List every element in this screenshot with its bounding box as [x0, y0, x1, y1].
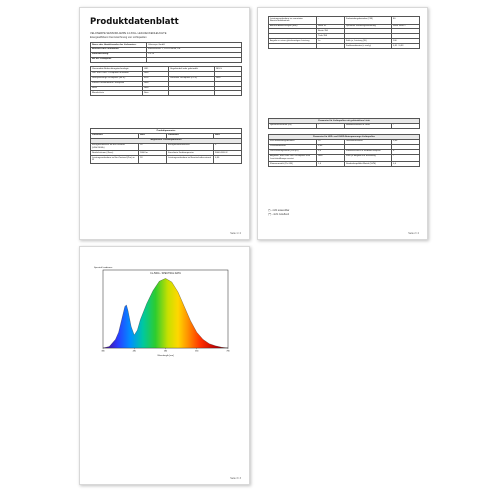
table-cell: siehe Seite 2 [392, 24, 420, 29]
table-cell: Verwendete Beleuchtungstechnologie [91, 67, 143, 72]
table-cell: 10 [317, 139, 345, 144]
directional-parameters-table [268, 118, 420, 129]
table-cell: Halbwertswinkel in Grad [345, 123, 392, 128]
table-row [91, 156, 242, 164]
x-tick-label: 480 [132, 350, 136, 353]
datasheet-page-2 [257, 7, 428, 240]
table-cell: Farbkonsistenz in McAdam-Ellipsen [345, 149, 392, 154]
supplier-value: Veloserpe GmbH [147, 43, 242, 48]
table-cell: LED [143, 67, 169, 72]
table-cell: LED und OLED: Lichtquelle in Betrieb [91, 71, 143, 76]
subtitle-line-2: Energieeffizienz-Kennzeichnung von Lichtquellen [90, 36, 147, 39]
supplier-label: Modellkennung: [91, 52, 147, 57]
table-cell: Verschiebungsfaktor (cos φ1) [269, 149, 317, 154]
table-cell: F [214, 143, 242, 151]
table-cell: Ungebündelt oder gebündelt: [169, 67, 215, 72]
table-cell: Netzspannungs-Lichtquelle (MLS): [91, 76, 143, 81]
led-parameters-table [268, 134, 420, 167]
table-cell: MLS [143, 76, 169, 81]
section-general: Allgemeine Produktparameter [91, 138, 242, 143]
x-tick-label: 680 [195, 350, 199, 353]
page-title: Produktdatenblatt [90, 17, 179, 27]
table-row [269, 17, 420, 25]
table-cell: Breite 350 [317, 29, 345, 34]
table-cell: NDLS [215, 67, 242, 72]
table-cell: 1,0 [317, 162, 345, 167]
table-cell: 0,90 [392, 139, 420, 144]
supplier-label: Art der Lichtquelle [91, 57, 147, 62]
table-row [269, 162, 420, 167]
table-cell: Hülle [91, 86, 143, 91]
params-col-header: Parameter [91, 133, 139, 138]
page-footer: Seite 1 / 2 [230, 232, 241, 235]
page-footer: Seite 2 / 2 [408, 232, 419, 235]
params-col-header: Parameter [167, 133, 214, 138]
table-cell: Farbwiedergabeindex (CRI) [345, 17, 392, 25]
table-cell: Überlebensfaktor [345, 139, 392, 144]
table-cell [215, 91, 242, 96]
x-tick-label: 780 [226, 350, 230, 353]
light-source-type-table [90, 66, 242, 96]
table-cell: Nein [215, 76, 242, 81]
table-cell: 1600 lm [139, 151, 167, 156]
table-cell: Nein [143, 81, 169, 86]
table-cell: 18 [139, 156, 167, 164]
table-cell: Vernetzte Lichtquelle (CLS): [169, 76, 215, 81]
footnote-1: (*) - nicht anwendbar [268, 210, 290, 212]
table-cell: Farbkoordinaten (x und y) [345, 44, 392, 49]
table-cell: Höhe 52 [317, 24, 345, 29]
table-row [91, 57, 242, 62]
table-cell: 6 [392, 149, 420, 154]
product-parameters-table [90, 128, 242, 164]
table-cell: Nein [143, 86, 169, 91]
table-cell: Flimmermetrik (Pst LM) [269, 162, 317, 167]
table-cell: Leistungsaufnahme im Bereitschaftszustand [167, 156, 214, 164]
x-axis-label: Wavelength [nm] [157, 355, 174, 357]
table-cell: Blendschutz [91, 91, 143, 96]
table-cell: 18 [139, 143, 167, 151]
table-cell [269, 44, 317, 49]
section-directional: Parameter für Lichtquellen mit gebündeltem Licht [269, 119, 420, 124]
table-cell [317, 44, 345, 49]
supplier-table [90, 42, 242, 63]
table-cell: Energieverbrauch im Ein-Zustand (kWh/1000h) [91, 143, 139, 151]
table-cell: Leistungsaufnahme im vernetzten Bereitschaftsbetrieb [269, 17, 317, 25]
table-cell: Farblich abstimmbare Lichtquelle [91, 81, 143, 86]
table-cell: 3000-6500 K [214, 151, 242, 156]
table-cell: Außere Abmessungen (mm) [269, 24, 317, 29]
y-axis-label: Spectral Irradiance [94, 267, 113, 269]
x-tick-label: 580 [163, 350, 168, 353]
supplier-value: Musterstraße 1, 10115 Berlin, DE [147, 47, 242, 52]
table-row [91, 143, 242, 151]
subtitle-line-1: VELOSERPE SENSORLAMPE 14 ZOLL LED-DECKENLEUCHTE [90, 32, 167, 35]
table-cell: 0,31 / 0,33 [392, 44, 420, 49]
supplier-value [147, 57, 242, 62]
params-col-header: Wert [139, 133, 167, 138]
page-footer: Seite 3 / 3 [230, 477, 241, 480]
section-led: Parameter für LED- und OLED-Netzspannungs-Lichtquellen [269, 135, 420, 140]
supplier-label: Name oder Handelsmarke des Lieferanten: [91, 43, 147, 48]
parameters-continued-table [268, 16, 420, 49]
table-row [269, 44, 420, 49]
table-cell: 80 [392, 17, 420, 25]
table-cell: Korrelierte Farbtemperatur [167, 151, 214, 156]
table-cell: - [317, 123, 345, 128]
table-cell: Nein [143, 71, 169, 76]
table-cell: Nein [143, 91, 169, 96]
chart-title: CL-500A - SPECTRAL DATA [150, 272, 181, 275]
x-tick-label: 380 [101, 350, 105, 353]
table-cell: Falls ja: Angabe zur Ersetzung [345, 154, 392, 162]
supplier-value: VS-14 [147, 52, 242, 57]
table-cell: 0,50 [214, 156, 242, 164]
table-cell: Ja [317, 39, 345, 44]
table-cell: Spitzenlichtstärke (cd) [269, 123, 317, 128]
x-ticks [101, 348, 230, 353]
footnote-2: (**) - nicht zutreffend [268, 214, 290, 216]
table-cell: - [392, 154, 420, 162]
table-cell: Lichtstromerhalt [269, 144, 317, 149]
params-col-header: Wert [214, 133, 242, 138]
table-cell: Leistungsaufnahme im Ein-Zustand (Pon) in W [91, 156, 139, 164]
table-cell: Nutzlichtstrom (Φuse) [91, 151, 139, 156]
table-cell: Stroboskopeffekt-Metrik (SVM) [345, 162, 392, 167]
table-cell [169, 91, 215, 96]
supplier-label: Anschrift des Lieferanten: [91, 47, 147, 52]
table-cell: Falls ja, Leistung (W) [345, 39, 392, 44]
datasheet-page-1 [79, 7, 250, 240]
table-cell: Energieeffizienzklasse [167, 143, 214, 151]
table-cell: Angaben, dass eine LED-Lichtquelle eine Leuchtstofflampe ersetzt [269, 154, 317, 162]
table-cell: 100 [392, 39, 420, 44]
table-cell: - [392, 123, 420, 128]
spectral-distribution-chart [93, 262, 233, 360]
params-header: Produktparameter [91, 129, 242, 134]
table-row [269, 154, 420, 162]
table-cell: 0,90 [317, 144, 345, 149]
table-cell: Spektrale Strahlungsverteilung [345, 24, 392, 29]
table-cell: 0,4 [392, 162, 420, 167]
datasheet-page-3 [79, 246, 250, 485]
table-cell: Nein [317, 154, 345, 162]
table-cell: Tiefe 350 [317, 34, 345, 39]
table-cell: Angabe zu einer gleichwertigen Leistung [269, 39, 317, 44]
table-row [91, 91, 242, 96]
table-row [269, 123, 420, 128]
table-cell: 0,9 [317, 149, 345, 154]
table-cell: - [317, 17, 345, 25]
table-cell: R9-Farbwiedergabeindex [269, 139, 317, 144]
